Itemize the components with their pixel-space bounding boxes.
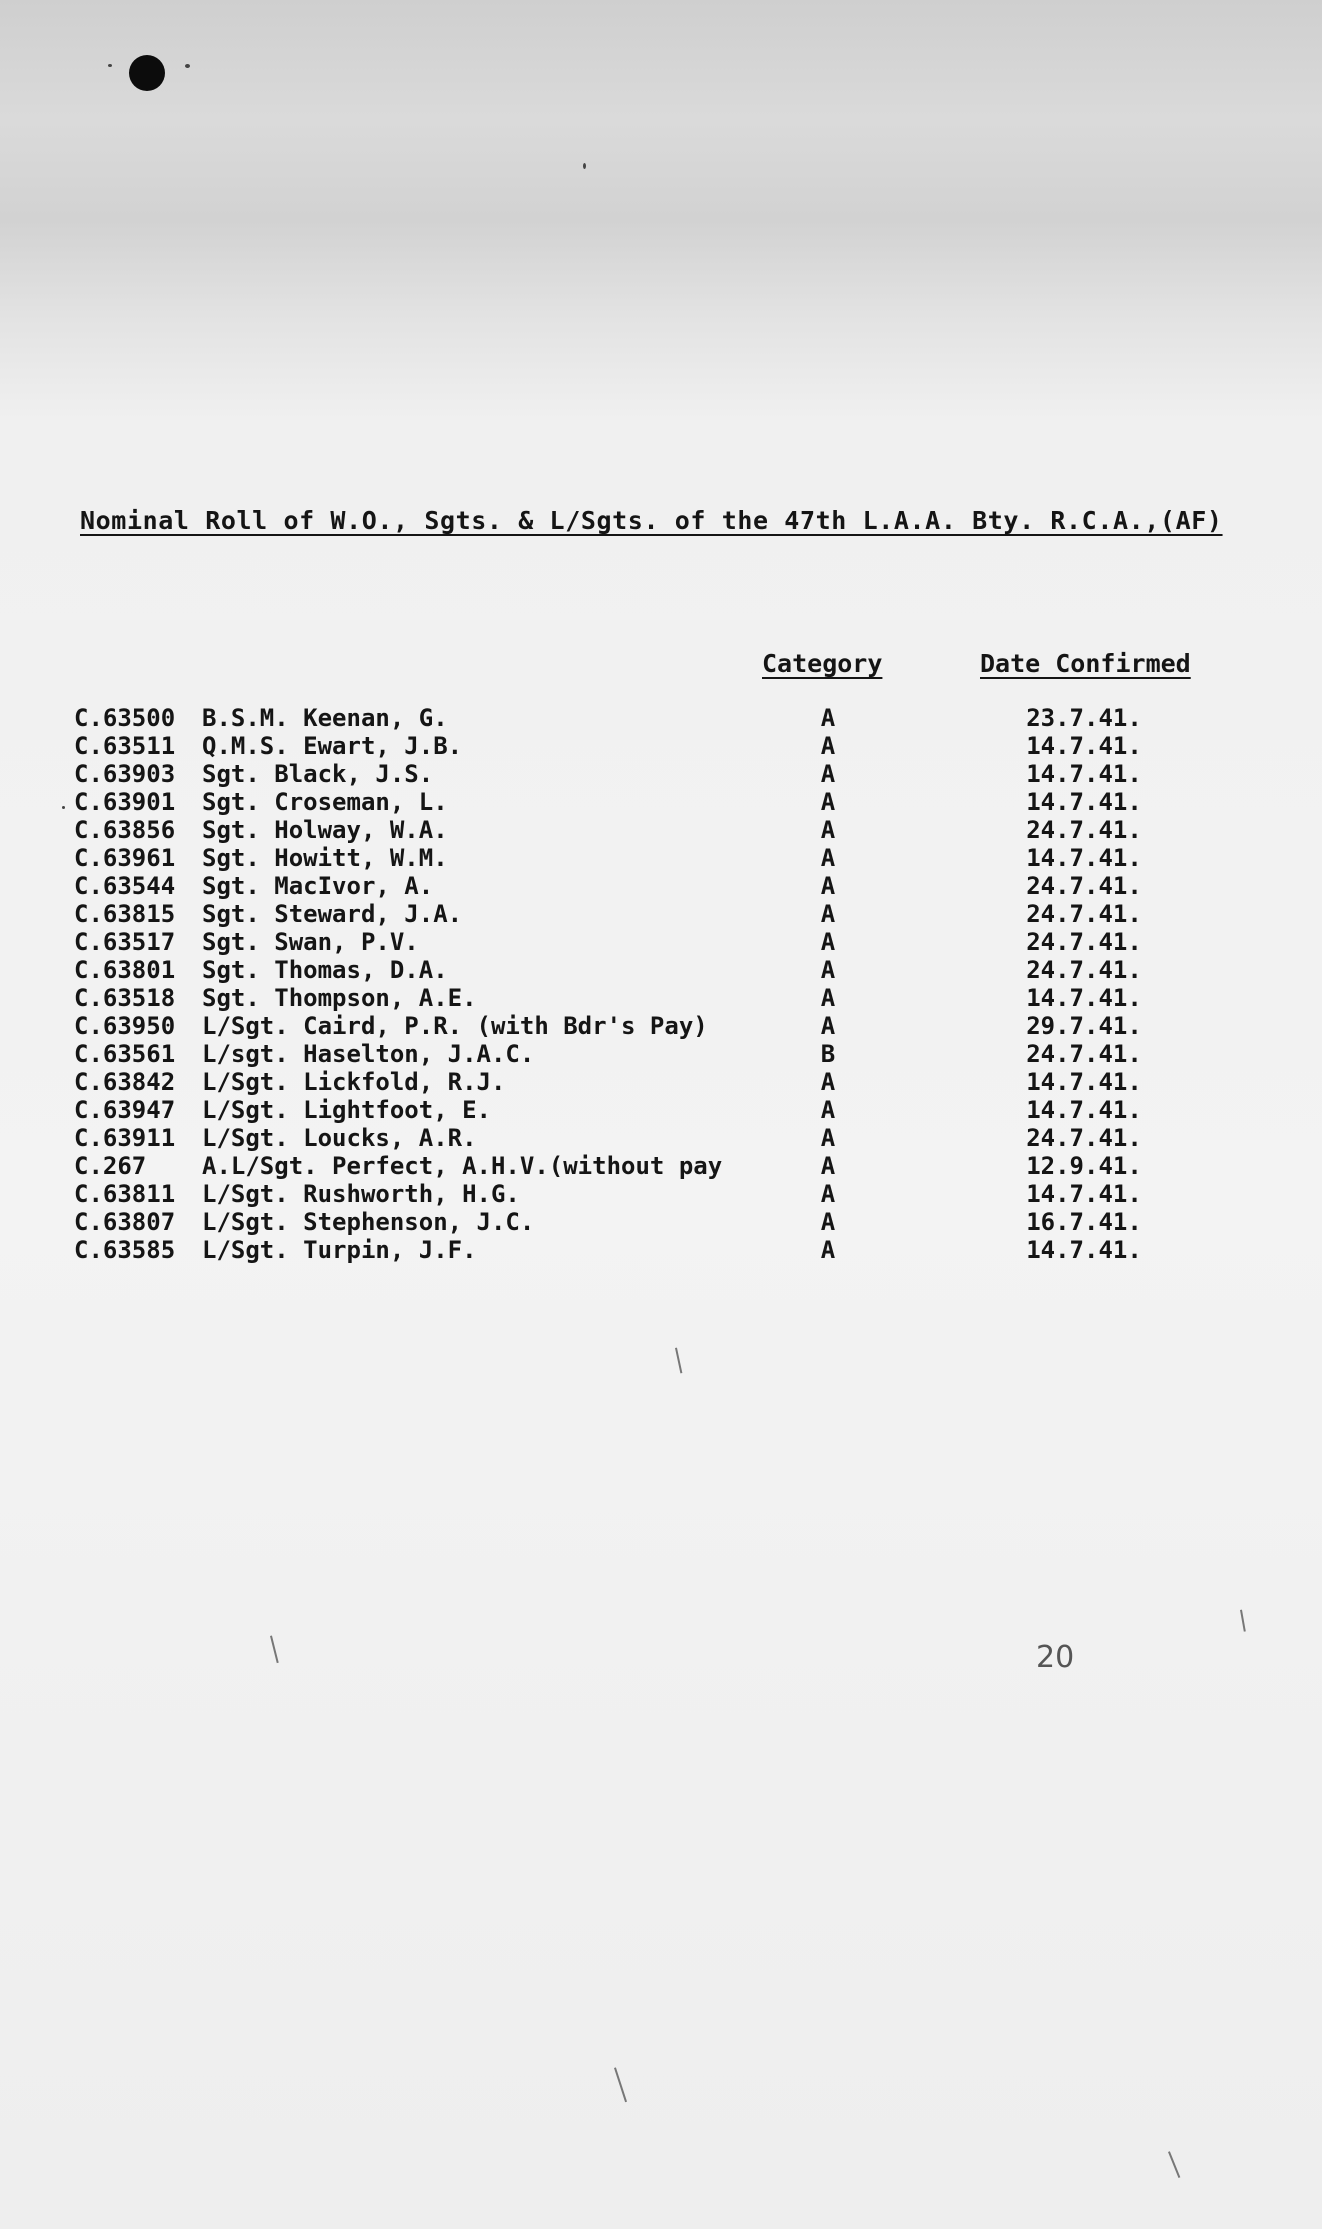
- table-row: [74, 760, 1254, 788]
- rank-name: L/Sgt. Caird, P.R. (with Bdr's Pay): [202, 1012, 708, 1040]
- service-number: C.63903: [74, 760, 176, 788]
- table-row: [74, 956, 1254, 984]
- category-value: A: [820, 900, 836, 928]
- date-confirmed-value: 14.7.41.: [1026, 844, 1142, 872]
- service-number: C.63911: [74, 1124, 176, 1152]
- table-row: [74, 1208, 1254, 1236]
- category-value: A: [820, 1096, 836, 1124]
- category-value: A: [820, 928, 836, 956]
- date-confirmed-value: 24.7.41.: [1026, 900, 1142, 928]
- rank-name: Q.M.S. Ewart, J.B.: [202, 732, 463, 760]
- category-value: A: [820, 1180, 836, 1208]
- date-confirmed-value: 14.7.41.: [1026, 732, 1142, 760]
- date-confirmed-value: 14.7.41.: [1026, 788, 1142, 816]
- date-confirmed-value: 24.7.41.: [1026, 872, 1142, 900]
- stray-mark: [675, 1348, 682, 1374]
- date-confirmed-value: 24.7.41.: [1026, 928, 1142, 956]
- service-number: C.63511: [74, 732, 176, 760]
- date-confirmed-value: 14.7.41.: [1026, 1096, 1142, 1124]
- service-number: C.63518: [74, 984, 176, 1012]
- category-value: A: [820, 1124, 836, 1152]
- category-value: A: [820, 956, 836, 984]
- category-value: A: [820, 1236, 836, 1264]
- rank-name: B.S.M. Keenan, G.: [202, 704, 448, 732]
- service-number: C.63561: [74, 1040, 176, 1068]
- rank-name: L/Sgt. Lightfoot, E.: [202, 1096, 491, 1124]
- rank-name: Sgt. Holway, W.A.: [202, 816, 448, 844]
- table-row: [74, 788, 1254, 816]
- service-number: C.63842: [74, 1068, 176, 1096]
- table-row: [74, 1012, 1254, 1040]
- category-value: A: [820, 760, 836, 788]
- rank-name: L/Sgt. Loucks, A.R.: [202, 1124, 477, 1152]
- service-number: C.63815: [74, 900, 176, 928]
- table-row: [74, 984, 1254, 1012]
- service-number: C.63961: [74, 844, 176, 872]
- category-value: A: [820, 872, 836, 900]
- date-confirmed-value: 24.7.41.: [1026, 956, 1142, 984]
- date-confirmed-value: 14.7.41.: [1026, 760, 1142, 788]
- service-number: C.63500: [74, 704, 176, 732]
- stray-mark: [1240, 1610, 1246, 1632]
- speck: [108, 64, 112, 67]
- service-number: C.63811: [74, 1180, 176, 1208]
- category-value: A: [820, 732, 836, 760]
- speck: [62, 806, 65, 809]
- category-value: B: [820, 1040, 836, 1068]
- stray-mark: [270, 1636, 279, 1664]
- table-row: [74, 928, 1254, 956]
- rank-name: L/Sgt. Turpin, J.F.: [202, 1236, 477, 1264]
- table-row: [74, 732, 1254, 760]
- rank-name: Sgt. Thompson, A.E.: [202, 984, 477, 1012]
- date-confirmed-value: 14.7.41.: [1026, 1180, 1142, 1208]
- column-header-date-confirmed: Date Confirmed: [980, 649, 1191, 678]
- rank-name: Sgt. Thomas, D.A.: [202, 956, 448, 984]
- rank-name: A.L/Sgt. Perfect, A.H.V.(without pay: [202, 1152, 723, 1180]
- date-confirmed-value: 23.7.41.: [1026, 704, 1142, 732]
- margin-note: 20: [1036, 1640, 1075, 1675]
- roll-table: [74, 704, 1254, 1264]
- date-confirmed-value: 12.9.41.: [1026, 1152, 1142, 1180]
- service-number: C.63585: [74, 1236, 176, 1264]
- stray-mark: [1168, 2151, 1180, 2178]
- table-row: [74, 844, 1254, 872]
- date-confirmed-value: 14.7.41.: [1026, 1068, 1142, 1096]
- service-number: C.63801: [74, 956, 176, 984]
- date-confirmed-value: 29.7.41.: [1026, 1012, 1142, 1040]
- table-row: [74, 1040, 1254, 1068]
- service-number: C.63901: [74, 788, 176, 816]
- rank-name: Sgt. Swan, P.V.: [202, 928, 419, 956]
- table-row: [74, 1180, 1254, 1208]
- rank-name: Sgt. Croseman, L.: [202, 788, 448, 816]
- date-confirmed-value: 16.7.41.: [1026, 1208, 1142, 1236]
- table-row: [74, 872, 1254, 900]
- category-value: A: [820, 1068, 836, 1096]
- stray-mark: [614, 2067, 627, 2102]
- date-confirmed-value: 24.7.41.: [1026, 1040, 1142, 1068]
- category-value: A: [820, 1012, 836, 1040]
- category-value: A: [820, 704, 836, 732]
- category-value: A: [820, 1208, 836, 1236]
- table-row: [74, 900, 1254, 928]
- rank-name: L/Sgt. Stephenson, J.C.: [202, 1208, 535, 1236]
- table-row: [74, 816, 1254, 844]
- service-number: C.267: [74, 1152, 147, 1180]
- speck: [583, 163, 586, 169]
- speck: [185, 64, 190, 68]
- rank-name: Sgt. Howitt, W.M.: [202, 844, 448, 872]
- table-row: [74, 1096, 1254, 1124]
- punch-hole: [129, 55, 165, 91]
- rank-name: Sgt. Black, J.S.: [202, 760, 434, 788]
- rank-name: Sgt. MacIvor, A.: [202, 872, 434, 900]
- rank-name: L/Sgt. Lickfold, R.J.: [202, 1068, 506, 1096]
- document-title: Nominal Roll of W.O., Sgts. & L/Sgts. of the 47th L.A.A. Bty. R.C.A.,(AF): [80, 506, 1223, 535]
- service-number: C.63807: [74, 1208, 176, 1236]
- rank-name: Sgt. Steward, J.A.: [202, 900, 463, 928]
- table-row: [74, 704, 1254, 732]
- service-number: C.63947: [74, 1096, 176, 1124]
- date-confirmed-value: 14.7.41.: [1026, 1236, 1142, 1264]
- date-confirmed-value: 14.7.41.: [1026, 984, 1142, 1012]
- table-row: [74, 1152, 1254, 1180]
- service-number: C.63544: [74, 872, 176, 900]
- date-confirmed-value: 24.7.41.: [1026, 816, 1142, 844]
- category-value: A: [820, 1152, 836, 1180]
- rank-name: L/Sgt. Rushworth, H.G.: [202, 1180, 520, 1208]
- date-confirmed-value: 24.7.41.: [1026, 1124, 1142, 1152]
- category-value: A: [820, 788, 836, 816]
- table-row: [74, 1068, 1254, 1096]
- category-value: A: [820, 844, 836, 872]
- service-number: C.63950: [74, 1012, 176, 1040]
- category-value: A: [820, 816, 836, 844]
- column-header-category: Category: [762, 649, 883, 678]
- table-row: [74, 1124, 1254, 1152]
- table-row: [74, 1236, 1254, 1264]
- service-number: C.63517: [74, 928, 176, 956]
- service-number: C.63856: [74, 816, 176, 844]
- category-value: A: [820, 984, 836, 1012]
- rank-name: L/sgt. Haselton, J.A.C.: [202, 1040, 535, 1068]
